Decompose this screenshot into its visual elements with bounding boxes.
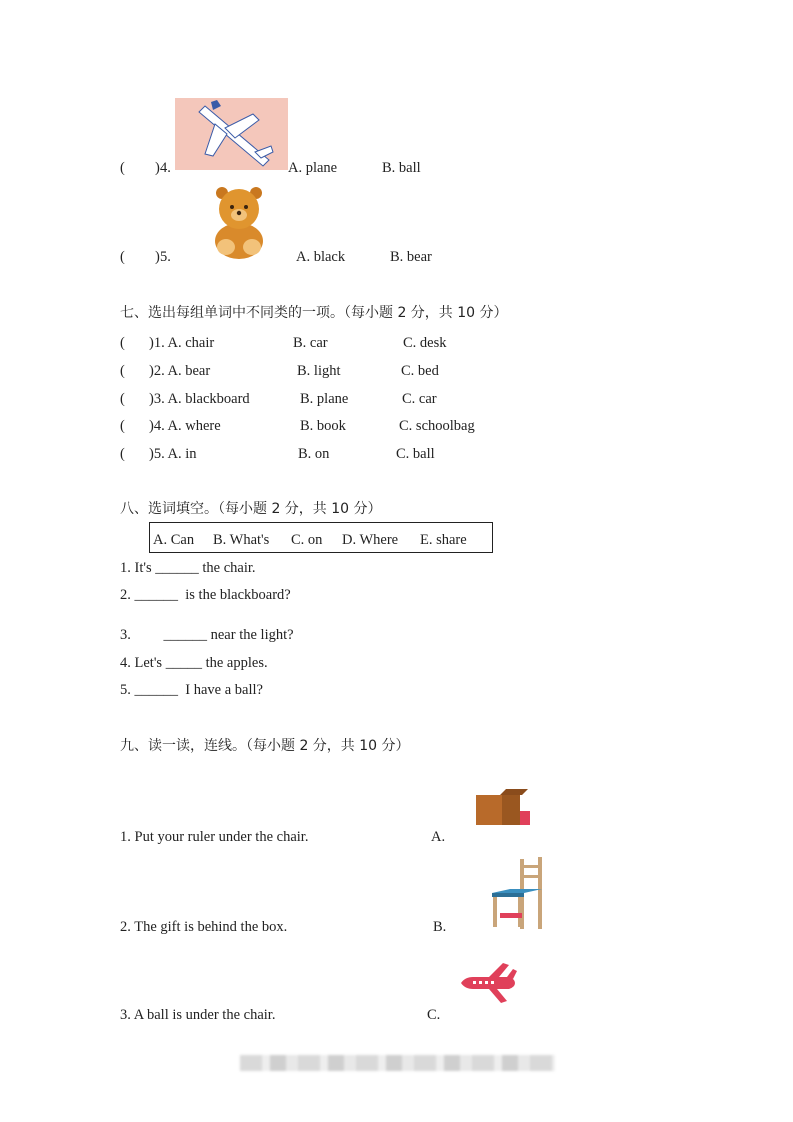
option-b: B. on (298, 446, 330, 462)
word-option: A. Can (153, 532, 195, 548)
section-heading: 九、读一读，连线。（每小题 2 分，共 10 分） (120, 738, 410, 754)
answer-paren: ( (120, 335, 125, 351)
match-sentence: 3. A ball is under the chair. (120, 1007, 276, 1023)
word-option: B. What's (213, 532, 270, 548)
option-c: C. ball (396, 446, 435, 462)
match-letter: B. (433, 919, 447, 935)
match-letter: C. (427, 1007, 441, 1023)
option-c: C. desk (403, 335, 447, 351)
section-heading: 八、选词填空。（每小题 2 分，共 10 分） (120, 501, 382, 517)
option-c: C. bed (401, 363, 439, 379)
match-letter: A. (431, 829, 446, 845)
fill-sentence: 2. ______ is the blackboard? (120, 587, 291, 603)
option-b: B. light (297, 363, 341, 379)
match-sentence: 2. The gift is behind the box. (120, 919, 288, 935)
section-heading: 七、选出每组单词中不同类的一项。（每小题 2 分，共 10 分） (120, 305, 508, 321)
question-number: 4. (160, 160, 171, 176)
box-picture (472, 789, 532, 827)
toy-plane-picture (459, 963, 517, 1003)
match-sentence: 1. Put your ruler under the chair. (120, 829, 309, 845)
answer-paren: ( (120, 363, 125, 379)
option-b: B. book (300, 418, 346, 434)
option-b: B. ball (382, 160, 421, 176)
fill-sentence: 1. It's ______ the chair. (120, 560, 256, 576)
answer-paren-open: ( (120, 160, 125, 176)
option-a: )3. A. blackboard (149, 391, 250, 407)
answer-paren-close: ) (155, 160, 160, 176)
answer-paren: ( (120, 391, 125, 407)
chair-picture (490, 857, 546, 931)
question-number: 5. (160, 249, 171, 265)
option-b: B. car (293, 335, 328, 351)
option-a: )2. A. bear (149, 363, 211, 379)
word-option: C. on (291, 532, 323, 548)
option-c: C. schoolbag (399, 418, 475, 434)
option-a: )4. A. where (149, 418, 221, 434)
option-c: C. car (402, 391, 437, 407)
blurred-footer-watermark (240, 1055, 555, 1071)
word-option: E. share (420, 532, 467, 548)
fill-sentence: 5. ______ I have a ball? (120, 682, 263, 698)
option-a: )1. A. chair (149, 335, 215, 351)
answer-paren: ( (120, 446, 125, 462)
fill-sentence: 4. Let's _____ the apples. (120, 655, 268, 671)
option-a: A. black (296, 249, 346, 265)
answer-paren-close: ) (155, 249, 160, 265)
answer-paren: ( (120, 418, 125, 434)
bear-picture (212, 185, 267, 260)
option-b: B. bear (390, 249, 432, 265)
fill-sentence: 3. ______ near the light? (120, 627, 294, 643)
answer-paren-open: ( (120, 249, 125, 265)
word-option: D. Where (342, 532, 399, 548)
option-a: )5. A. in (149, 446, 197, 462)
plane-picture (175, 98, 288, 170)
option-b: B. plane (300, 391, 349, 407)
option-a: A. plane (288, 160, 338, 176)
